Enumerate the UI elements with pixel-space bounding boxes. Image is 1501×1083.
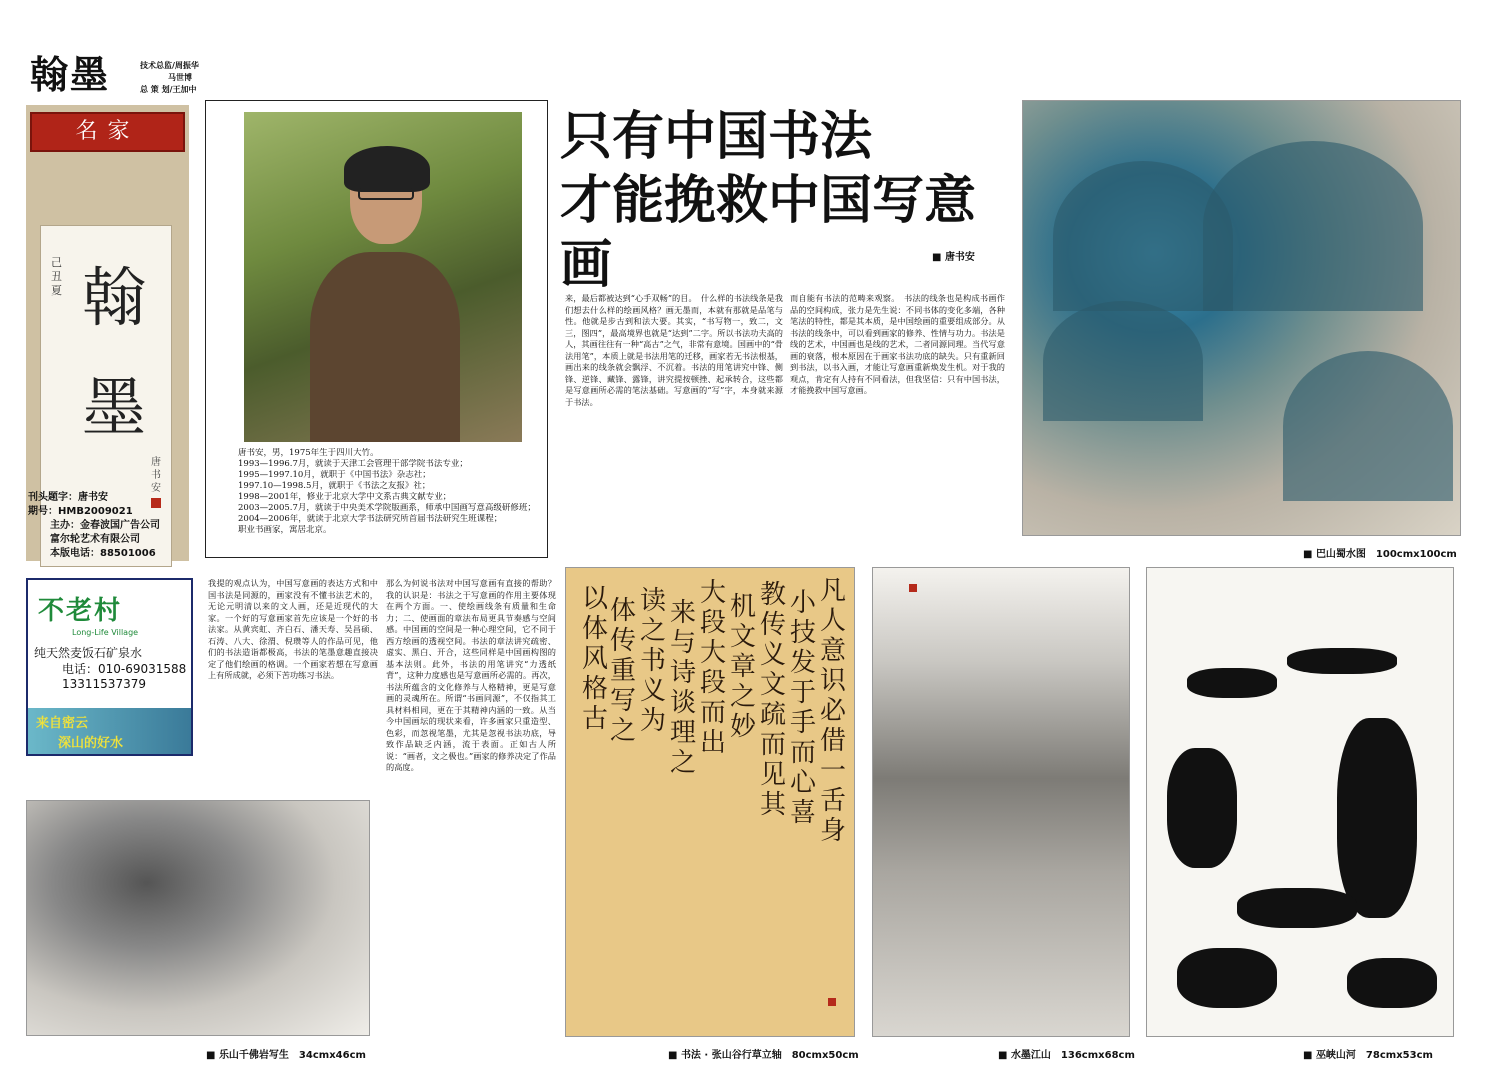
landscape-painting-bashan [1022,100,1461,536]
ad-brand-logo: 不老村 [38,596,123,626]
calligraphy-column: 小技发于手而心喜 [789,588,816,828]
masthead-meta-line: 总 策 划/王加中 [140,85,197,94]
calligraphy-column: 机文章之妙 [729,592,756,742]
info-line: 富尔轮艺术有限公司 [50,534,140,545]
article-headline [560,105,1020,297]
ink-landscape-leshan [26,800,370,1036]
bio-line: 1998—2001年，修业于北京大学中文系古典文献专业； [238,492,452,502]
info-line: 主办：金春波国广告公司 [50,520,160,531]
masthead-meta [140,60,199,96]
ad-footer-text: 来自密云 [36,716,89,731]
bio-line: 2003—2005.7月，就读于中央美术学院版画系，师承中国画写意高级研修班； [238,503,536,513]
headline-line-1: 只有中国书法 [560,107,873,167]
scroll-sign-left: 己丑夏 [51,256,62,297]
ad-brand-english: Long-Life Village [72,628,139,637]
sidebar-panel [26,105,189,561]
ink-stroke [1347,958,1437,1008]
mingjia-banner [30,112,185,152]
calligraphy-column: 以体风格古 [581,584,608,734]
painting-ridge [1283,351,1453,501]
article-text-column: 来，最后都被达到“心手双畅”的目。 什么样的书法线条是我们想去什么样的绘画风格？画无墨而，本就有那就是品笔与性。他就是步古到和法大要。其实，“书写物一，致二，文三，图四”，最高境界也就是“达到”二字。所以书法功夫高的人，其画往往有一种“高古”之气，非常有意境。国画中的“骨法用笔”，本质上就是书法用笔的迁移，画家若无书法根基，画出来的线条就会飘浮、不沉着。书法的用笔讲究中锋、侧锋、逆锋、藏锋、露锋，讲究提按顿挫、起承转合，这些都是写意画所必需的笔法基础。写意画的“写”字，本身就来源于书法。 [565,293,783,407]
ink-landscape-jiangshan [872,567,1130,1037]
article-text-column: 而自能有书法的范畴来观察。 书法的线条也是构成书画作品的空间构成，张力是先生说：不同书体的变化多端，各种笔法的特性，都是其本质，是中国绘画的重要组成部分。从书法的线条中，可以看到画家的修养、性情与功力。书法是线的艺术，中国画也是线的艺术，二者同源同理。当代写意画的衰落，根本原因在于画家书法功底的缺失。只有重新回到书法，以书入画，才能让写意画重新焕发生机。对于我的观点，肯定有人持有不同看法，但我坚信：只有中国书法，才能挽救中国写意画。 [790,293,1005,395]
painting-caption: ■ 水墨江山 136cmx68cm [998,1046,1135,1061]
scroll-calligraphy-chars: 翰墨 [82,262,146,446]
artist-portrait-photo [244,112,522,442]
calligraphy-column: 来与诗谈理之 [669,598,696,778]
mingjia-banner-label: 名家 [75,119,140,144]
sidebar-info [28,491,188,561]
info-line: 本版电话：88501006 [50,548,156,559]
figure-body [310,252,460,442]
calligraphy-artwork [565,567,855,1037]
calligraphy-column: 读之书义为 [639,586,666,736]
scroll-sign-right: 唐书安 [151,457,161,494]
seal-stamp [828,998,836,1006]
article-byline: ■ 唐书安 [932,248,975,263]
calligraphy-column: 教传义文疏而见其 [759,580,786,820]
bio-line: 1993—1996.7月，就读于天津工会管理干部学院书法专业； [238,459,468,469]
ink-stroke [1237,888,1357,928]
headline-line-2: 才能挽救中国写意画 [560,171,977,295]
ad-phone-line: 电话：010-69031588 [62,662,187,676]
ink-stroke [1187,668,1277,698]
artist-figure [310,152,460,442]
painting-ridge [1203,141,1423,311]
calligraphy-column: 凡人意识必借一舌身 [819,576,846,846]
ink-stroke [1177,948,1277,1008]
masthead-title: 翰墨 [30,52,111,97]
bio-line: 2004—2006年，就读于北京大学书法研究所首届书法研究生班课程； [238,514,503,524]
bio-line: 唐书安，男，1975年生于四川大竹。 [238,448,379,458]
masthead-meta-line: 技术总监/周振华 [140,61,199,70]
ink-painting-wuxia [1146,567,1454,1037]
calligraphy-column: 大段大段而出 [699,578,726,758]
info-line: 期号：HMB2009021 [28,506,133,517]
bio-line: 1997.10—1998.5月，就职于《书法之友报》社； [238,481,431,491]
masthead-meta-line: 马世博 [168,73,192,82]
ink-stroke [1287,648,1397,674]
painting-caption: ■ 巫峡山河 78cmx53cm [1303,1046,1433,1061]
info-line: 刊头题字：唐书安 [28,492,108,503]
article-text-column: 我提的观点认为，中国写意画的表达方式和中国书法是同源的，画家没有不懂书法艺术的，无论元明清以来的文人画，还是近现代的大家。一个好的写意画家首先应该是一个好的书法家。从黄宾虹、齐白石、潘天寿、吴昌硕、石涛、八大、徐渭、倪瓒等人的作品可见，他们的书法造诣都极高，书法的笔墨意趣直接决定了他们绘画的格调。一个画家若想在写意画上有所成就，必须下苦功练习书法。 [208,578,378,680]
seal-stamp [909,584,917,592]
ad-slogan: 纯天然麦饭石矿泉水 [34,646,143,660]
ink-stroke [1337,718,1417,918]
bio-line: 职业书画家，寓居北京。 [238,525,332,535]
ad-footer-banner [28,708,191,754]
painting-caption: ■ 巴山蜀水图 100cmx100cm [1303,545,1457,560]
painting-caption: ■ 书法 · 张山谷行草立轴 80cmx50cm [668,1046,859,1061]
mineral-water-ad [26,578,193,756]
artist-bio [238,448,543,536]
bio-line: 1995—1997.10月，就职于《中国书法》杂志社； [238,470,431,480]
ad-phone [62,662,186,692]
painting-ridge [1043,301,1203,421]
ad-footer-text: 深山的好水 [58,736,124,751]
ink-stroke [1167,748,1237,868]
ad-phone-line: 13311537379 [62,677,146,691]
painting-caption: ■ 乐山千佛岩写生 34cmx46cm [206,1046,366,1061]
article-text-column: 那么为何说书法对中国写意画有直接的帮助？我的认识是：书法之于写意画的作用主要体现在两个方面。一、使绘画线条有质量和生命力；二、使画面的章法布局更具节奏感与空间感。中国画的空间是一种心理空间，它不同于西方绘画的透视空间。书法的章法讲究疏密、虚实、黑白、开合，这些同样是中国画构图的基本法则。此外，书法的用笔讲究“力透纸背”，这种力度感也是写意画所必需的。再次，书法所蕴含的文化修养与人格精神，更是写意画的灵魂所在。所谓“书画同源”，不仅指其工具材料相同，更在于其精神内涵的一致。从当今中国画坛的现状来看，许多画家只重造型、色彩，而忽视笔墨，尤其是忽视书法功底，导致作品缺乏内涵，流于表面。正如古人所说：“画者，文之极也。”画家的修养决定了作品的高度。 [386,578,556,772]
figure-glasses [358,188,414,200]
calligraphy-column: 体传重写之 [609,596,636,746]
figure-hair [344,146,430,192]
